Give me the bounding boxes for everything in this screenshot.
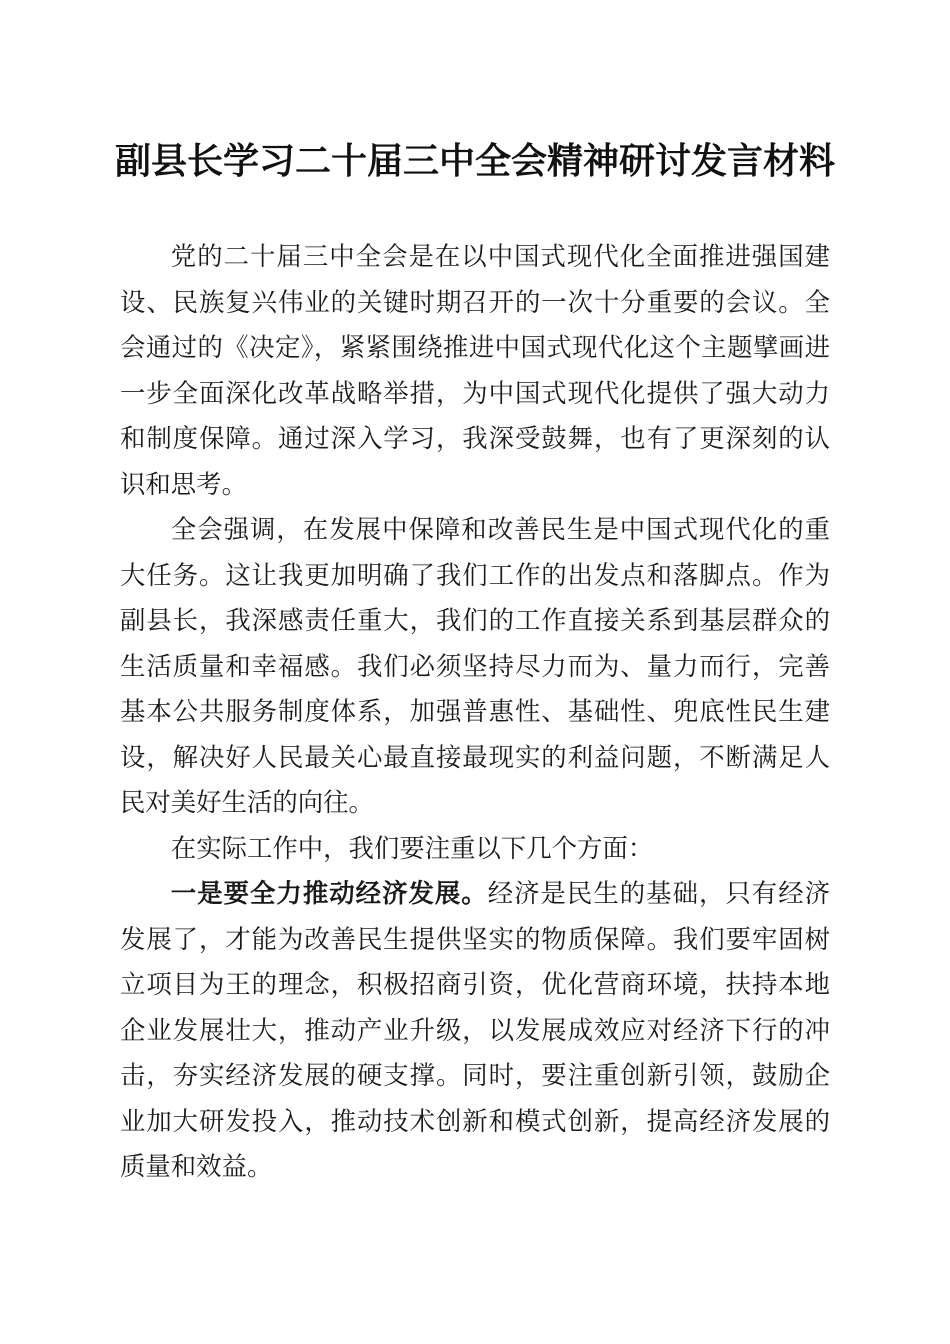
paragraph-3	[120, 826, 830, 872]
paragraph-text: 全会强调，在发展中保障和改善民生是中国式现代化的重大任务。这让我更加明确了我们工作的出发点和落脚点。作为副县长，我深感责任重大，我们的工作直接关系到基层群众的生活质量和幸福感。我们必须坚持尽力而为、量力而行，完善基本公共服务制度体系，加强普惠性、基础性、兜底性民生建设，解决好人民最关心最直接最现实的利益问题，不断满足人民对美好生活的向往。	[120, 514, 830, 817]
document-title: 副县长学习二十届三中全会精神研讨发言材料	[114, 140, 835, 182]
paragraph-4	[120, 871, 830, 1190]
paragraph-2	[120, 507, 830, 826]
paragraph-1	[120, 234, 830, 507]
document-body	[120, 234, 830, 1190]
paragraph-text: 经济是民生的基础，只有经济发展了，才能为改善民生提供坚实的物质保障。我们要牢固树立项目为王的理念，积极招商引资，优化营商环境，扶持本地企业发展壮大，推动产业升级，以发展成效应对经济下行的冲击，夯实经济发展的硬支撑。同时，要注重创新引领，鼓励企业加大研发投入，推动技术创新和模式创新，提高经济发展的质量和效益。	[120, 878, 831, 1181]
paragraph-lead: 一是要全力推动经济发展。	[170, 878, 488, 908]
paragraph-text: 党的二十届三中全会是在以中国式现代化全面推进强国建设、民族复兴伟业的关键时期召开的一次十分重要的会议。全会通过的《决定》，紧紧围绕推进中国式现代化这个主题擘画进一步全面深化改革战略举措，为中国式现代化提供了强大动力和制度保障。通过深入学习，我深受鼓舞，也有了更深刻的认识和思考。	[120, 241, 830, 499]
paragraph-text: 在实际工作中，我们要注重以下几个方面：	[170, 832, 654, 863]
